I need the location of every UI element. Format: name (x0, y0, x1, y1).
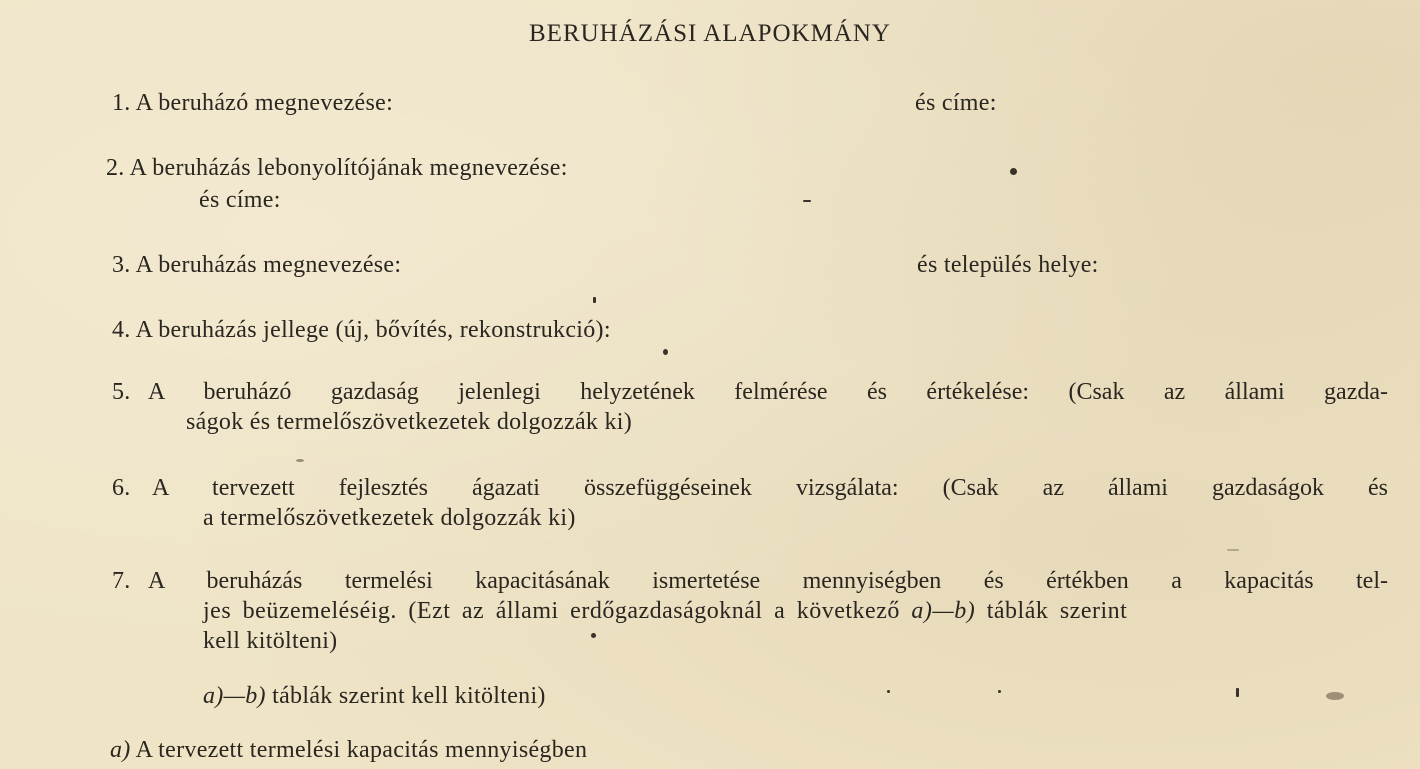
item-7-line-4-post: táblák szerint kell kitölteni) (265, 683, 546, 709)
sub-item-a-label: a) (110, 737, 131, 763)
item-7-line-4 (203, 683, 546, 710)
item-7-line-2-post: táblák szerint (975, 598, 1128, 624)
item-3-number: 3. (112, 252, 131, 278)
item-7-line-1: A beruházás termelési kapacitásának ismertetése mennyiségben és értékben a kapacitás tel- (148, 568, 1388, 594)
item-7-number: 7. (112, 568, 131, 594)
item-6-number: 6. (112, 475, 131, 501)
item-5-number: 5. (112, 379, 131, 405)
paper-speck (1010, 168, 1017, 175)
paper-speck (296, 459, 304, 462)
item-6-line-2: a termelőszövetkezetek dolgozzák ki) (203, 505, 576, 531)
item-7-line-2-pre: jes beüzemeléséig. (Ezt az állami erdőgazdaságoknál a következő (203, 598, 912, 624)
item-3-right-text: és település helye: (917, 252, 1099, 278)
item-7-line-2 (203, 598, 1127, 625)
item-1-text: A beruházó megnevezése: (135, 90, 394, 116)
sub-item-a (110, 737, 587, 764)
paper-speck (887, 690, 890, 693)
paper-speck (1236, 688, 1239, 697)
item-7-line-4-em: a)—b) (203, 683, 266, 709)
item-2-text: A beruházás lebonyolítójának megnevezése: (129, 155, 568, 181)
item-3-text: A beruházás megnevezése: (135, 252, 402, 278)
paper-speck (591, 633, 596, 638)
item-2-number: 2. (106, 155, 125, 181)
paper-speck (593, 297, 596, 303)
item-2-continuation: és címe: (199, 187, 281, 213)
paper-speck (663, 349, 668, 355)
item-3 (112, 252, 401, 279)
item-4-text: A beruházás jellege (új, bővítés, rekonstrukció): (135, 317, 611, 343)
item-5-line-1: A beruházó gazdaság jelenlegi helyzetének felmérése és értékelése: (Csak az állami gazda- (148, 379, 1388, 405)
paper-speck (803, 200, 811, 202)
item-7-line-3: kell kitölteni) (203, 628, 338, 654)
sub-item-a-text: A tervezett termelési kapacitás mennyiségben (130, 737, 588, 763)
paper-speck (1227, 549, 1239, 551)
item-6-line-1: A tervezett fejlesztés ágazati összefüggéseinek vizsgálata: (Csak az állami gazdaságok és (152, 475, 1388, 501)
item-4-number: 4. (112, 317, 131, 343)
item-2 (106, 155, 568, 182)
item-7-line-2-em: a)—b) (911, 598, 976, 624)
item-5-line-2: ságok és termelőszövetkezetek dolgozzák ki) (186, 409, 633, 435)
paper-speck (1326, 692, 1344, 700)
paper-speck (998, 690, 1001, 693)
item-1-right-text: és címe: (915, 90, 997, 116)
item-1-number: 1. (112, 90, 131, 116)
item-4 (112, 317, 611, 344)
page-title: BERUHÁZÁSI ALAPOKMÁNY (529, 20, 891, 47)
item-1 (112, 90, 393, 117)
